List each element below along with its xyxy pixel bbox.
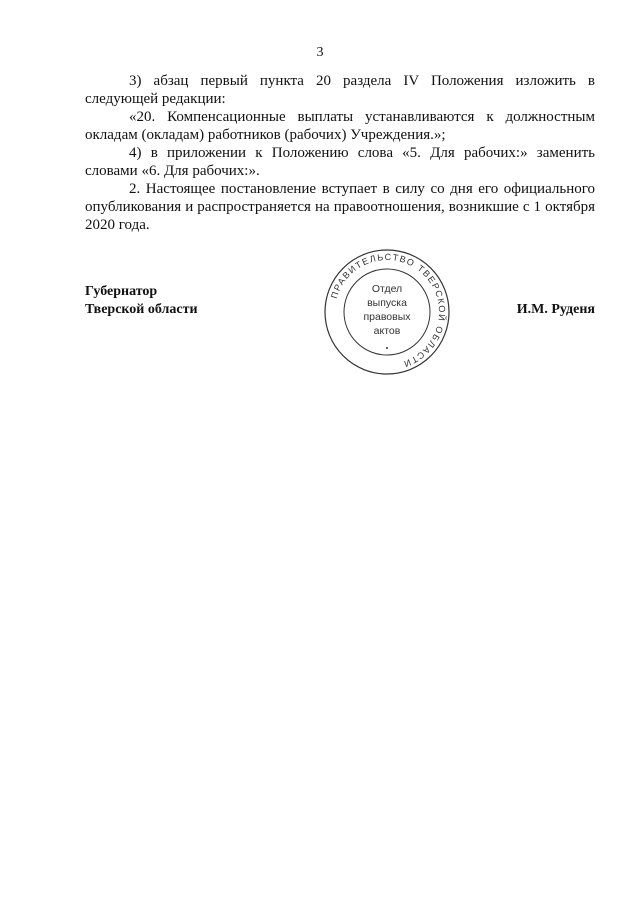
signatory-title <box>85 283 198 319</box>
page-number: 3 <box>316 45 324 60</box>
seal-line-3: правовых <box>363 311 411 323</box>
paragraph-quoted-text: «20. Компенсационные выплаты устанавливаются к должностным окладам (окладам) работников (рабочих) Учреждения.»; <box>85 109 595 143</box>
official-seal-stamp <box>323 248 451 376</box>
seal-line-2: выпуска <box>367 297 407 309</box>
signatory-name: И.М. Руденя <box>516 302 595 317</box>
signatory-title-line1: Губернатор <box>85 284 158 299</box>
seal-graphic <box>323 248 451 376</box>
seal-dot <box>386 347 388 349</box>
document-body <box>85 72 595 234</box>
signatory-title-line2: Тверской области <box>85 302 198 317</box>
seal-line-1: Отдел <box>371 283 403 295</box>
paragraph-item-3: 3) абзац первый пункта 20 раздела IV Положения изложить в следующей редакции: <box>85 73 595 107</box>
seal-line-4: актов <box>373 325 401 337</box>
paragraph-item-4: 4) в приложении к Положению слова «5. Для рабочих:» заменить словами «6. Для рабочих:». <box>85 145 595 179</box>
paragraph-effective-date: 2. Настоящее постановление вступает в силу со дня его официального опубликования и распространяется на правоотношения, возникшие с 1 октября 2020 года. <box>85 181 595 233</box>
seal-ring-text: ПРАВИТЕЛЬСТВО ТВЕРСКОЙ ОБЛАСТИ <box>328 251 448 370</box>
